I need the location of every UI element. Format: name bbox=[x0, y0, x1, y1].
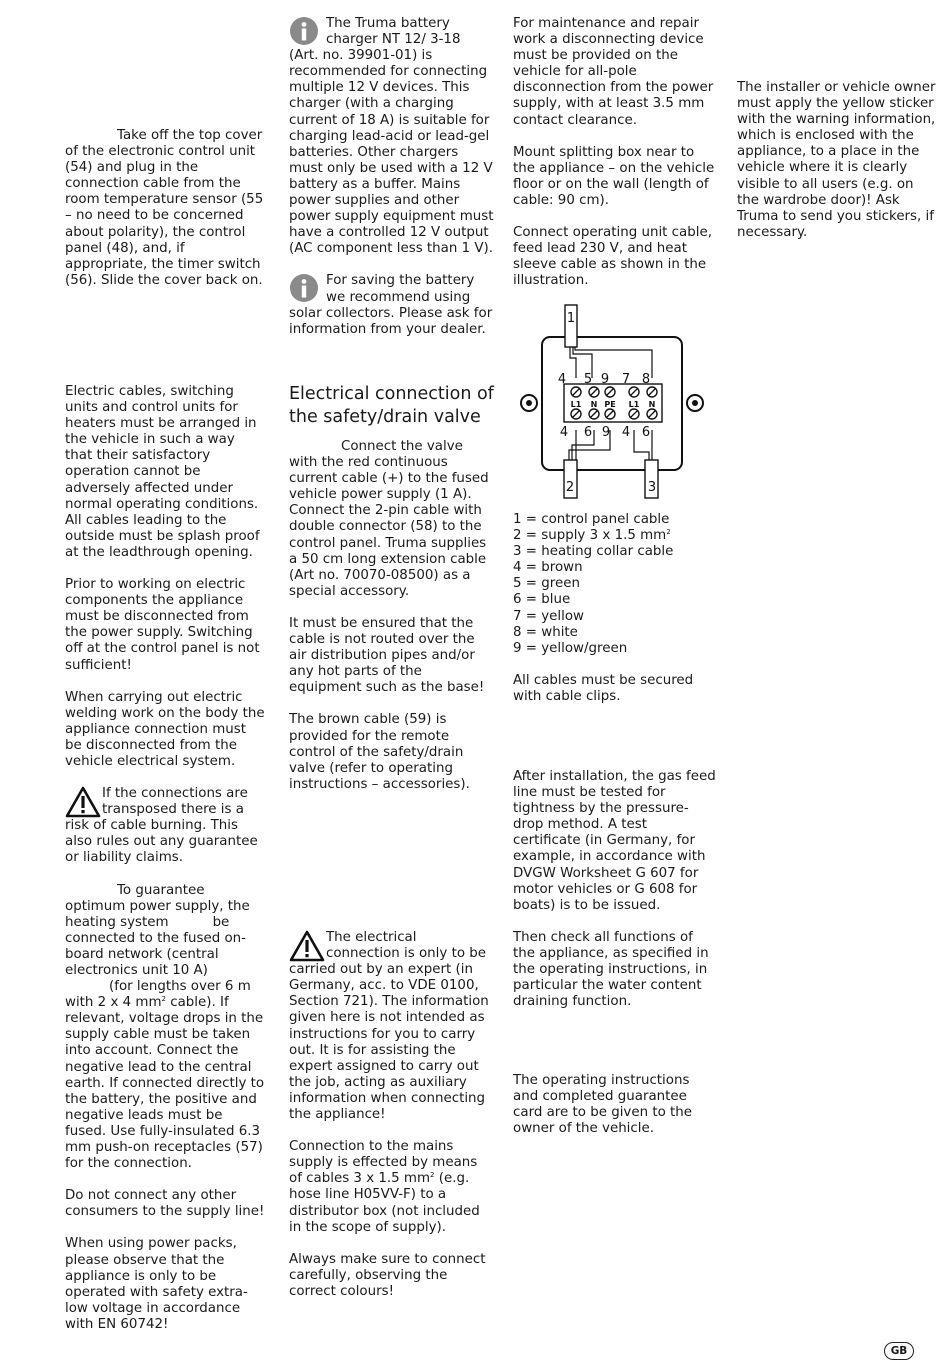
wire-number: 8 bbox=[641, 372, 651, 387]
wire-number: 4 bbox=[557, 372, 567, 387]
paragraph: For maintenance and repair work a disconnecting device must be provided on the vehicle for all-pole disconnection from the power supply, with at least 3.5 mm contact clearance. bbox=[513, 16, 714, 128]
info-icon bbox=[289, 16, 322, 46]
wire-number: 4 bbox=[621, 425, 631, 440]
paragraph: Electric cables, switching units and control units for heaters must be arranged in the vehicle in such a way that their satisfactory operation cannot be adversely affected under normal operating conditions. All cables leading to the outside must be splash proof at the leadthrough opening. bbox=[65, 384, 260, 560]
paragraph: All cables must be secured with cable clips. bbox=[513, 673, 694, 705]
wire-number: 5 bbox=[583, 372, 593, 387]
legend-item: 7 = yellow bbox=[513, 608, 585, 624]
section-heading: Electrical connection of the safety/drain valve bbox=[289, 384, 494, 427]
wire-number: 9 bbox=[601, 425, 611, 440]
cable-label: 3 bbox=[647, 480, 657, 495]
legend-item: 5 = green bbox=[513, 576, 580, 592]
column-3-legend bbox=[513, 512, 718, 657]
paragraph: Always make sure to connect carefully, observing the correct colours! bbox=[289, 1251, 486, 1299]
legend-item: 4 = brown bbox=[513, 560, 583, 576]
info-note: For saving the battery we recommend using solar collectors. Please ask for information from your dealer. bbox=[289, 273, 493, 337]
legend-list bbox=[513, 512, 718, 657]
terminal-label: L1 bbox=[570, 400, 582, 409]
column-3-bottom bbox=[513, 769, 718, 1026]
info-icon bbox=[289, 273, 322, 303]
paragraph: It must be ensured that the cable is not routed over the air distribution pipes and/or any hot parts of the equipment such as the base! bbox=[289, 615, 485, 696]
paragraph: Take off the top cover of the electronic control unit (54) and plug in the connection cable from the room temperature sensor (55 – no need to be concerned about polarity), the control panel (48), and, if appropriate, the timer switch (56). Slide the cover back on. bbox=[65, 128, 264, 288]
column-1-lower bbox=[65, 384, 265, 1349]
paragraph: To guarantee optimum power supply, the heating system be connected to the fused on-board network (central electronics unit 10 A) (for lengths over 6 m with 2 x 4 $mm^2$ cable). If relevant, voltage drops in the supply cable must be taken into account. Connect the negative lead to the central earth. If connected directly to the battery, the positive and negative leads must be fused. Use fully-insulated 6.3 mm push-on receptacles (57) for the connection. bbox=[65, 882, 265, 1172]
legend-item: 8 = white bbox=[513, 624, 578, 640]
paragraph: Connection to the mains supply is effected by means of cables 3 x 1.5 $mm^2$ (e.g. hose line H05VV-F) to a distributor box (not included in the scope of supply). bbox=[289, 1139, 480, 1235]
warning-note: The electrical connection is only to be carried out by an expert (in Germany, acc. to VDE 0100, Section 721). The information given here is not intended as instructions for you to carry out. It is for assisting the expert assigned to carry out the job, acting as auxiliary information when connecting the appliance! bbox=[289, 930, 489, 1123]
paragraph: The operating instructions and completed guarantee card are to be given to the owner of the vehicle. bbox=[513, 1073, 693, 1137]
column-4 bbox=[737, 80, 937, 257]
column-3 bbox=[513, 16, 718, 305]
column-2 bbox=[289, 16, 494, 354]
info-note: The Truma battery charger NT 12/ 3-18 (Art. no. 39901-01) is recommended for connecting multiple 12 V devices. This charger (with a charging current of 18 A) is suitable for charging lead-acid or lead-gel batteries. Other chargers must only be used with a 12 V battery as a buffer. Mains power supplies and other power supply equipment must have a controlled 12 V output (AC component less than 1 V). bbox=[289, 16, 494, 257]
column-2-section bbox=[289, 383, 494, 809]
column-3-lower bbox=[513, 673, 718, 721]
paragraph: Mount splitting box near to the appliance – on the vehicle floor or on the wall (length of cable: 90 cm). bbox=[513, 144, 715, 208]
terminal-label: N bbox=[590, 400, 598, 409]
column-1 bbox=[65, 128, 265, 305]
language-badge: GB bbox=[884, 1342, 914, 1360]
column-3-final bbox=[513, 1073, 718, 1153]
legend-item: 2 = supply 3 x 1.5 $mm^2$ bbox=[513, 528, 671, 544]
cable-label: 1 bbox=[566, 311, 576, 326]
cable-label: 2 bbox=[565, 480, 575, 495]
warning-note: If the connections are transposed there is a risk of cable burning. This also rules out any guarantee or liability claims. bbox=[65, 786, 258, 866]
wire-number: 6 bbox=[583, 425, 593, 440]
terminal-label: N bbox=[648, 400, 656, 409]
legend-item: 1 = control panel cable bbox=[513, 512, 670, 527]
paragraph: Prior to working on electric components the appliance must be disconnected from the power supply. Switching off at the control panel is not sufficient! bbox=[65, 577, 260, 673]
terminal-label: L1 bbox=[628, 400, 640, 409]
paragraph: The installer or vehicle owner must apply the yellow sticker with the warning information, which is enclosed with the appliance, to a place in the vehicle where it is clearly visible to all users (e.g. on the wardrobe door)! Ask Truma to send you stickers, if necessary. bbox=[737, 80, 936, 240]
paragraph: The brown cable (59) is provided for the remote control of the safety/drain valve (refer to operating instructions – accessories). bbox=[289, 712, 470, 792]
wire-number: 6 bbox=[641, 425, 651, 440]
paragraph: After installation, the gas feed line must be tested for tightness by the pressure-drop method. A test certificate (in Germany, for example, in accordance with DVGW Worksheet G 607 for motor vehicles or G 608 for boats) is to be issued. bbox=[513, 769, 716, 913]
wire-number: 4 bbox=[559, 425, 569, 440]
wire-number: 9 bbox=[600, 372, 610, 387]
paragraph: When using power packs, please observe that the appliance is only to be operated with safety extra-low voltage in accordance with EN 60742! bbox=[65, 1236, 248, 1332]
legend-item: 9 = yellow/green bbox=[513, 640, 628, 656]
splitting-box-diagram bbox=[512, 300, 712, 505]
wire-number: 7 bbox=[621, 372, 631, 387]
paragraph: Connect operating unit cable, feed lead 230 V, and heat sleeve cable as shown in the illustration. bbox=[513, 225, 712, 289]
legend-item: 3 = heating collar cable bbox=[513, 544, 674, 560]
warning-triangle-icon bbox=[65, 786, 98, 816]
paragraph: Do not connect any other consumers to the supply line! bbox=[65, 1188, 265, 1220]
paragraph: When carrying out electric welding work on the body the appliance connection must be disconnected from the vehicle electrical system. bbox=[65, 689, 265, 769]
terminal-label: PE bbox=[604, 400, 616, 409]
paragraph: Connect the valve with the red continuous current cable (+) to the fused vehicle power supply (1 A). Connect the 2-pin cable with double connector (58) to the control panel. Truma supplies a 50 cm long extension cable (Art no. 70070-08500) as a special accessory. bbox=[289, 439, 489, 599]
paragraph: Then check all functions of the appliance, as specified in the operating instructions, in particular the water content draining function. bbox=[513, 929, 709, 1010]
legend-item: 6 = blue bbox=[513, 592, 571, 608]
column-2-lower bbox=[289, 930, 494, 1316]
warning-triangle-icon bbox=[289, 930, 322, 960]
